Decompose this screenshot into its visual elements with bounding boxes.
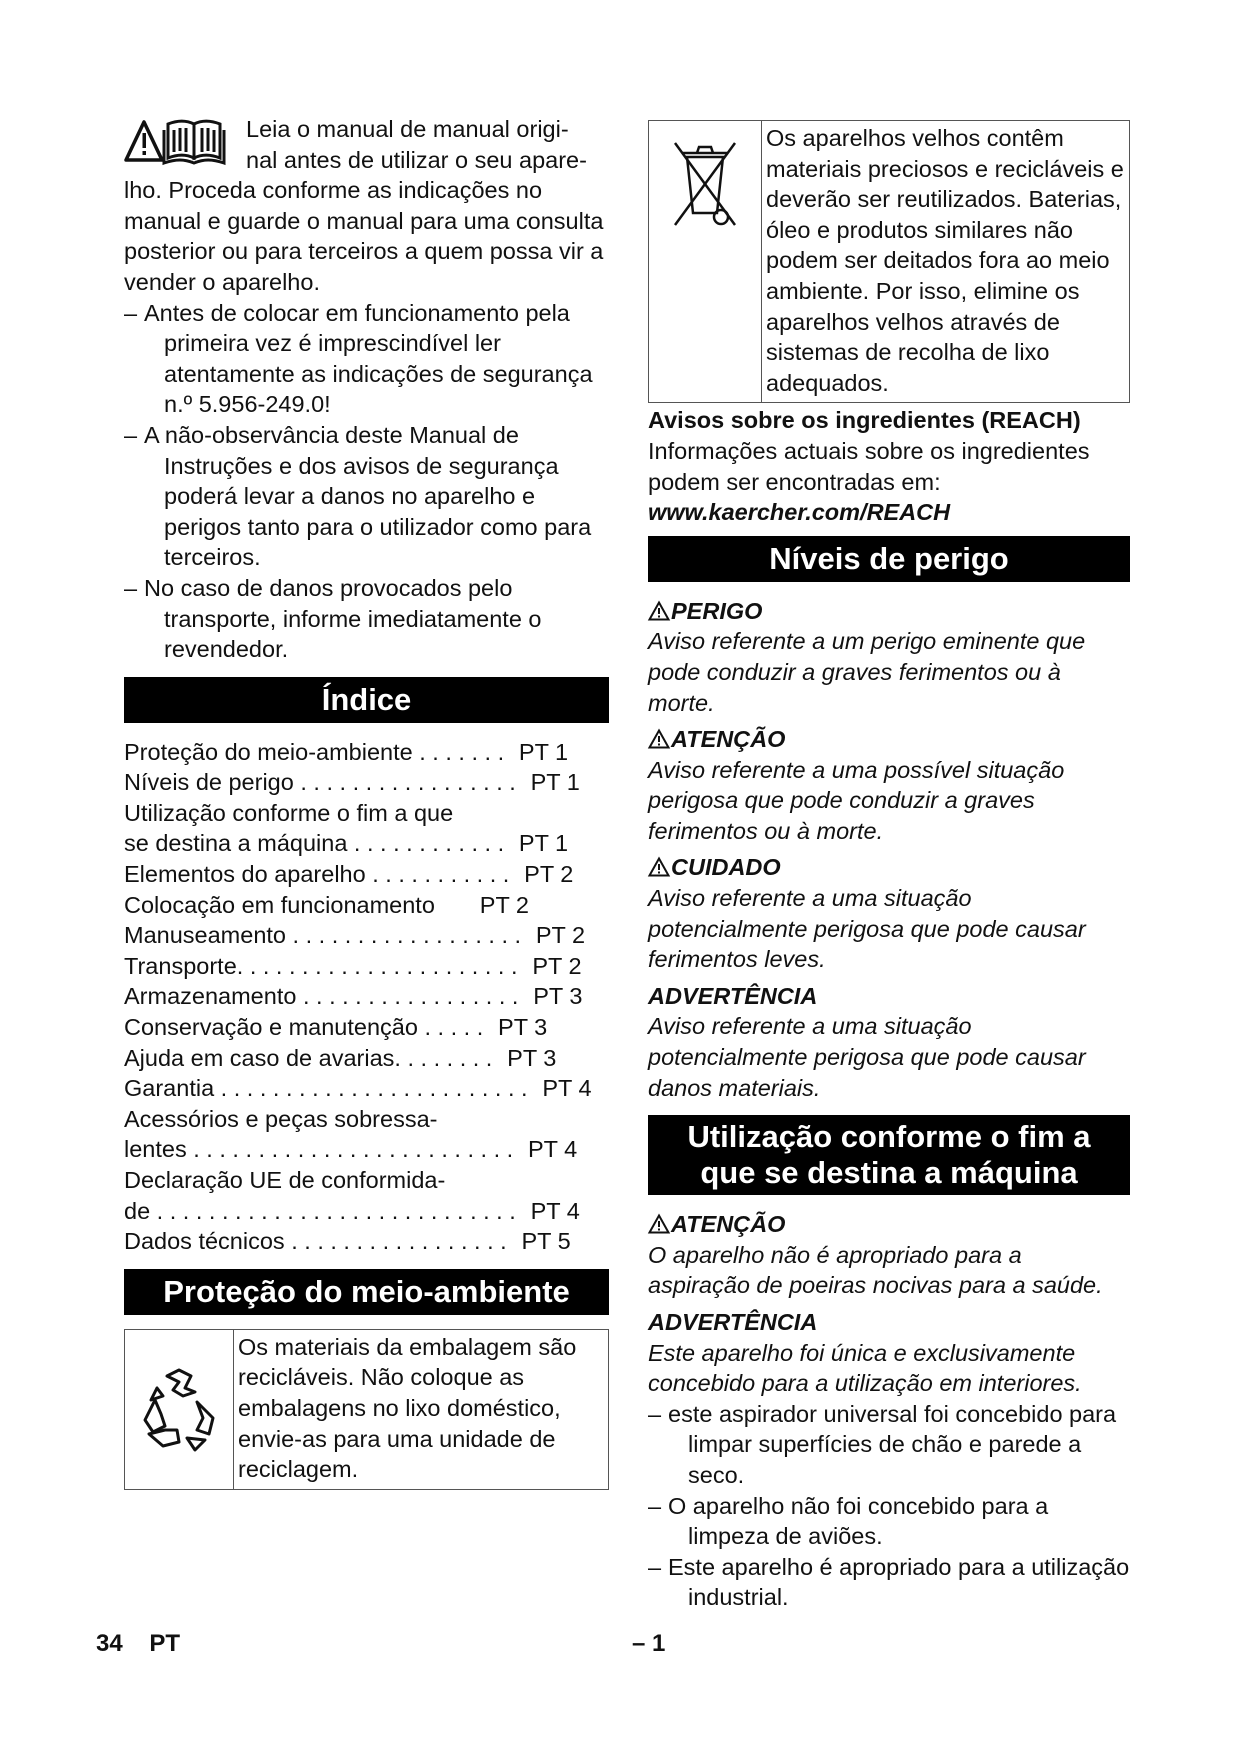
toc-entry[interactable]: Conservação e manutenção . . . . . PT 3 bbox=[124, 1014, 548, 1041]
warning-triangle-icon bbox=[648, 1214, 670, 1234]
level-heading: ATENÇÃO bbox=[648, 724, 1130, 755]
level-heading: CUIDADO bbox=[648, 852, 1130, 883]
toc-entry[interactable]: Transporte. . . . . . . . . . . . . . . . . . . . . . PT 2 bbox=[124, 952, 582, 979]
toc-entry[interactable]: lentes . . . . . . . . . . . . . . . . . . . . . . . . . PT 4 bbox=[124, 1136, 578, 1163]
recycling-box bbox=[124, 1329, 609, 1490]
toc-entry-head: Utilização conforme o fim a que bbox=[124, 799, 454, 826]
warning-triangle-icon bbox=[126, 122, 162, 160]
toc-entry[interactable]: se destina a máquina . . . . . . . . . . . . PT 1 bbox=[124, 830, 569, 857]
reach-text: Informações actuais sobre os ingredientes podem ser encontradas em: bbox=[648, 437, 1090, 495]
footer-page-number: 34 PT bbox=[96, 1630, 181, 1657]
use-advert-text: Este aparelho foi única e exclusivamente concebido para a utilização em interiores. bbox=[648, 1339, 1082, 1397]
table-of-contents bbox=[124, 737, 592, 1257]
crossed-bin-icon bbox=[649, 121, 762, 402]
weee-box bbox=[648, 120, 1130, 403]
open-book-icon bbox=[164, 121, 224, 163]
toc-entry[interactable]: Manuseamento . . . . . . . . . . . . . . . . . . PT 2 bbox=[124, 922, 586, 949]
level-text: Aviso referente a uma situação potencialmente perigosa que pode causar danos materiais. bbox=[648, 1013, 1086, 1101]
level-heading: ADVERTÊNCIA bbox=[648, 982, 818, 1009]
toc-entry[interactable]: Dados técnicos . . . . . . . . . . . . . . . . . PT 5 bbox=[124, 1228, 571, 1255]
toc-entry[interactable]: Armazenamento . . . . . . . . . . . . . . . . . PT 3 bbox=[124, 983, 583, 1010]
toc-entry[interactable]: Níveis de perigo . . . . . . . . . . . . . . . . . PT 1 bbox=[124, 769, 580, 796]
safety-bullet: – Antes de colocar em funcionamento pela primeira vez é imprescindível ler atentamente as indicações de segurança n.º 5.956-249.0! bbox=[124, 299, 593, 418]
warning-triangle-icon bbox=[648, 601, 670, 621]
use-advert-heading: ADVERTÊNCIA bbox=[648, 1309, 818, 1335]
level-text: Aviso referente a um perigo eminente que pode conduzir a graves ferimentos ou à morte. bbox=[648, 628, 1086, 716]
right-column bbox=[648, 120, 1130, 1613]
weee-text: Os aparelhos velhos contêm materiais preciosos e recicláveis e deverão ser reutilizados. Baterias, óleo e produtos similares não podem ser deitados fora ao meio ambiente. Por isso, elimine os aparelhos velhos através de sistemas de recolha de lixo adequados. bbox=[766, 125, 1124, 396]
toc-entry-head: Declaração UE de conformida- bbox=[124, 1167, 446, 1193]
warning-manual-icons bbox=[124, 116, 234, 170]
toc-entry[interactable]: Proteção do meio-ambiente . . . . . . . PT 1 bbox=[124, 738, 569, 765]
index-heading: Índice bbox=[124, 677, 609, 723]
reach-title: Avisos sobre os ingredientes (REACH) bbox=[648, 407, 1081, 434]
use-bullet: – O aparelho não foi concebido para a limpeza de aviões. bbox=[648, 1492, 1049, 1550]
level-heading: PERIGO bbox=[648, 596, 1130, 627]
reach-url-link[interactable]: www.kaercher.com/REACH bbox=[648, 499, 951, 526]
safety-bullet: – No caso de danos provocados pelo transporte, informe imediatamente o revendedor. bbox=[124, 574, 542, 663]
toc-entry[interactable]: Garantia . . . . . . . . . . . . . . . . . . . . . . . . PT 4 bbox=[124, 1075, 592, 1102]
toc-entry-head: Acessórios e peças sobressa- bbox=[124, 1105, 438, 1132]
danger-levels bbox=[648, 596, 1130, 1104]
warning-triangle-icon bbox=[648, 729, 670, 749]
footer-center: – 1 bbox=[632, 1630, 666, 1657]
toc-entry[interactable]: Colocação em funcionamento PT 2 bbox=[124, 891, 529, 918]
warning-triangle-icon bbox=[648, 857, 670, 877]
environment-heading: Proteção do meio-ambiente bbox=[124, 1269, 609, 1315]
safety-bullet: – A não-observância deste Manual de Instruções e dos avisos de segurança poderá levar a danos no aparelho e perigos tanto para o utilizador como para terceiros. bbox=[124, 421, 592, 571]
levels-heading: Níveis de perigo bbox=[648, 536, 1130, 582]
level-text: Aviso referente a uma possível situação perigosa que pode conduzir a graves ferimentos ou à morte. bbox=[648, 756, 1065, 844]
use-bullet: – este aspirador universal foi concebido para limpar superfícies de chão e parede a seco. bbox=[648, 1400, 1117, 1488]
recycle-icon bbox=[125, 1330, 234, 1489]
use-bullet: – Este aparelho é apropriado para a utilização industrial. bbox=[648, 1553, 1130, 1611]
level-text: Aviso referente a uma situação potencialmente perigosa que pode causar ferimentos leves. bbox=[648, 885, 1086, 973]
use-warning-heading: ATENÇÃO bbox=[648, 1209, 1130, 1240]
left-column bbox=[124, 114, 609, 1490]
intro-text: Leia o manual de manual origi- nal antes de utilizar o seu apare- lho. Proceda conforme as indicações no manual e guarde o manual para uma consulta posterior ou para terceiros a quem possa vir a vender o aparelho. bbox=[124, 116, 604, 295]
toc-entry[interactable]: de . . . . . . . . . . . . . . . . . . . . . . . . . . . . PT 4 bbox=[124, 1197, 580, 1224]
toc-entry[interactable]: Elementos do aparelho . . . . . . . . . . . PT 2 bbox=[124, 861, 574, 888]
recycling-text: Os materiais da embalagem são recicláveis. Não coloque as embalagens no lixo doméstico, envie-as para uma unidade de reciclagem. bbox=[238, 1333, 577, 1483]
use-warning-text: O aparelho não é apropriado para a aspiração de poeiras nocivas para a saúde. bbox=[648, 1241, 1103, 1299]
toc-entry[interactable]: Ajuda em caso de avarias. . . . . . . . PT 3 bbox=[124, 1044, 557, 1071]
intended-use-heading: Utilização conforme o fim a que se destina a máquina bbox=[648, 1115, 1130, 1195]
